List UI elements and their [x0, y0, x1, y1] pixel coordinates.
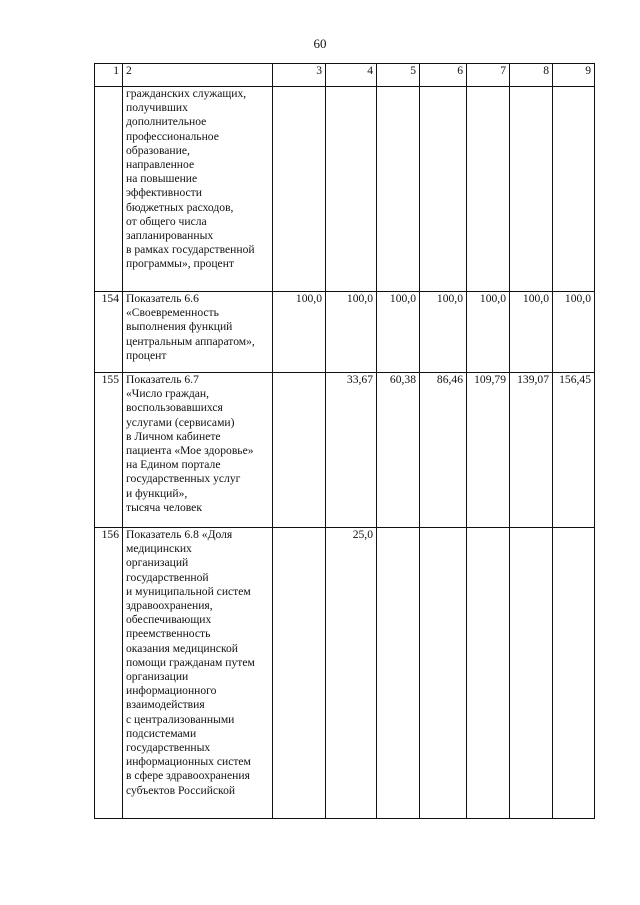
value-cell: 109,79 — [467, 373, 510, 528]
indicator-description: Показатель 6.7 «Число граждан, воспользовавшихся услугами (сервисами) в Личном кабинете пациента «Мое здоровье» на Едином портале государственных услуг и функций», тысяча человек — [123, 373, 273, 528]
value-cell: 100,0 — [273, 292, 326, 373]
value-cell — [553, 528, 595, 819]
column-header: 7 — [467, 64, 510, 87]
value-cell: 33,67 — [326, 373, 377, 528]
value-cell: 100,0 — [326, 292, 377, 373]
value-cell — [467, 87, 510, 292]
table-row — [95, 373, 595, 528]
value-cell — [420, 87, 467, 292]
page-number: 60 — [313, 36, 327, 51]
value-cell: 100,0 — [510, 292, 553, 373]
value-cell — [273, 373, 326, 528]
row-number: 154 — [95, 292, 123, 373]
value-cell: 156,45 — [553, 373, 595, 528]
indicator-description: Показатель 6.6 «Своевременность выполнения функций центральным аппаратом», процент — [123, 292, 273, 373]
row-number: 156 — [95, 528, 123, 819]
value-cell: 86,46 — [420, 373, 467, 528]
column-header: 6 — [420, 64, 467, 87]
value-cell — [377, 87, 420, 292]
indicator-description: Показатель 6.8 «Доля медицинских организаций государственной и муниципальной систем здравоохранения, обеспечивающих преемственность оказания медицинской помощи гражданам путем организации информационного взаимодействия с централизованными подсистемами государственных информационных систем в сфере здравоохранения субъектов Российской — [123, 528, 273, 819]
value-cell: 100,0 — [420, 292, 467, 373]
value-cell: 100,0 — [553, 292, 595, 373]
value-cell — [510, 528, 553, 819]
indicator-description: гражданских служащих, получивших дополнительное профессиональное образование, направленное на повышение эффективности бюджетных расходов, от общего числа запланированных в рамках государственной программы», процент — [123, 87, 273, 292]
column-header: 1 — [95, 64, 123, 87]
row-number — [95, 87, 123, 292]
value-cell: 100,0 — [467, 292, 510, 373]
table-header-row — [95, 64, 595, 87]
column-header: 8 — [510, 64, 553, 87]
table-row — [95, 528, 595, 819]
value-cell — [377, 528, 420, 819]
indicator-table — [94, 63, 595, 819]
value-cell — [273, 528, 326, 819]
column-header: 2 — [123, 64, 273, 87]
value-cell — [273, 87, 326, 292]
column-header: 3 — [273, 64, 326, 87]
row-number: 155 — [95, 373, 123, 528]
table-row — [95, 292, 595, 373]
value-cell — [420, 528, 467, 819]
value-cell — [510, 87, 553, 292]
value-cell — [326, 87, 377, 292]
column-header: 9 — [553, 64, 595, 87]
table-row — [95, 87, 595, 292]
value-cell: 100,0 — [377, 292, 420, 373]
value-cell: 139,07 — [510, 373, 553, 528]
value-cell: 25,0 — [326, 528, 377, 819]
column-header: 4 — [326, 64, 377, 87]
value-cell — [467, 528, 510, 819]
value-cell: 60,38 — [377, 373, 420, 528]
column-header: 5 — [377, 64, 420, 87]
value-cell — [553, 87, 595, 292]
